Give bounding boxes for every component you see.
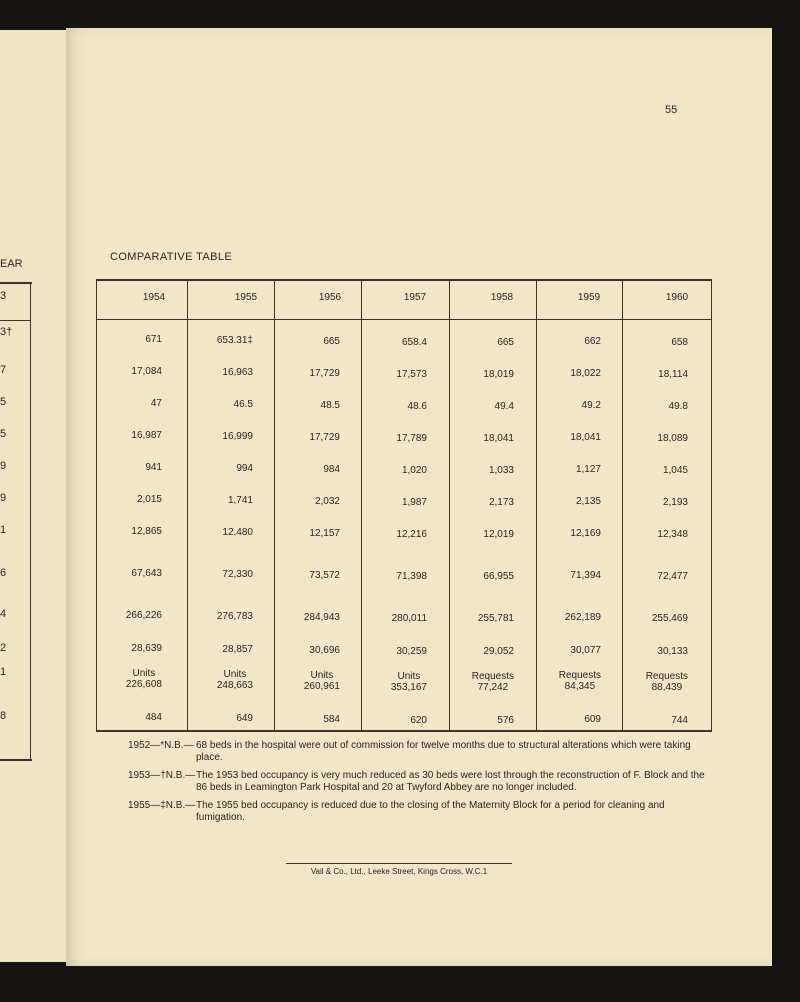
table-cell: 12,019 <box>483 529 514 540</box>
table-cell: 71,398 <box>396 571 427 582</box>
table-cell: Requests 84,345 <box>558 670 601 692</box>
table-cell: 12,216 <box>396 529 427 540</box>
table-cell: 662 <box>584 336 601 347</box>
table-cell: 18,022 <box>570 368 601 379</box>
left-row-fragment: 9 <box>0 492 7 504</box>
table-cell: 2,015 <box>136 494 162 505</box>
left-row-fragment: 5 <box>0 396 7 408</box>
table-cell: 16,987 <box>131 430 162 441</box>
footnote-1953 <box>128 770 708 794</box>
left-row-fragment: 2 <box>0 642 7 654</box>
table-cell: 1,987 <box>401 497 427 508</box>
year-header: 1954 <box>142 292 166 303</box>
left-row-fragment: 1 <box>0 666 7 678</box>
footnote-text: 68 beds in the hospital were out of commission for twelve months due to structural alterations which were taking place. <box>196 740 691 763</box>
table-cell: 17,789 <box>396 433 427 444</box>
table-cell: 266,226 <box>125 610 162 621</box>
table-cell: 284,943 <box>303 612 340 623</box>
table-cell: 17,729 <box>309 368 340 379</box>
left-bottom-rule <box>0 759 32 761</box>
table-cell: 18,041 <box>570 432 601 443</box>
table-cell: 46.5 <box>233 399 253 410</box>
table-cell: 30,696 <box>309 645 340 656</box>
year-header: 1957 <box>403 292 427 303</box>
table-cell: Requests 88,439 <box>645 671 688 693</box>
year-header: 1959 <box>577 292 601 303</box>
table-column-rule <box>187 280 188 731</box>
table-cell: 18,041 <box>483 433 514 444</box>
table-cell: 1,020 <box>401 465 427 476</box>
left-row-fragment: 8 <box>0 710 7 722</box>
table-cell: 2,032 <box>314 496 340 507</box>
document-page <box>66 28 772 966</box>
left-col-fragment: 3 <box>0 290 7 302</box>
table-cell: 28,639 <box>131 643 162 654</box>
table-cell: 16,963 <box>222 367 253 378</box>
year-header: 1960 <box>665 292 689 303</box>
table-cell: 1,045 <box>662 465 688 476</box>
page-number: 55 <box>665 104 678 116</box>
footnote-tag: 1953—†N.B.— <box>128 770 196 781</box>
table-cell: 12,169 <box>570 528 601 539</box>
table-cell: Units 260,961 <box>303 670 340 692</box>
table-cell: 48.5 <box>320 400 340 411</box>
table-cell: 649 <box>236 713 253 724</box>
table-cell: Units 353,167 <box>390 671 427 693</box>
table-cell: 484 <box>145 712 162 723</box>
year-header: 1958 <box>490 292 514 303</box>
table-cell: 30,133 <box>657 646 688 657</box>
table-cell: 984 <box>323 464 340 475</box>
table-cell: 49.2 <box>581 400 601 411</box>
table-cell: 12,348 <box>657 529 688 540</box>
table-cell: 18,114 <box>658 369 688 380</box>
table-cell: 262,189 <box>564 612 601 623</box>
table-cell: 12,157 <box>309 528 340 539</box>
table-column-rule <box>449 280 450 731</box>
table-cell: 255,469 <box>651 613 688 624</box>
footnote-text: The 1953 bed occupancy is very much reduced as 30 beds were lost through the reconstruction of F. Block and the 86 beds in Leamington Park Hospital and 20 at Twyford Abbey are no longer included. <box>196 770 705 793</box>
table-cell: 30,259 <box>396 646 427 657</box>
table-cell: 12,480 <box>222 527 253 538</box>
table-title: COMPARATIVE TABLE <box>110 251 233 263</box>
footnotes <box>128 740 708 830</box>
table-cell: 1,033 <box>488 465 514 476</box>
table-cell: 280,011 <box>391 613 427 624</box>
left-column-rule <box>30 282 31 760</box>
table-cell: 1,741 <box>227 495 253 506</box>
left-row-fragment: 4 <box>0 608 7 620</box>
table-cell: 658 <box>671 337 688 348</box>
table-cell: Units 226,608 <box>125 668 162 690</box>
table-cell: 48.6 <box>407 401 427 412</box>
footnote-tag: 1955—‡N.B.— <box>128 800 196 811</box>
table-cell: 17,084 <box>131 366 162 377</box>
printer-imprint: Vail & Co., Ltd., Leeke Street, Kings Cross, W.C.1 <box>286 863 512 876</box>
left-header-rule <box>0 320 30 321</box>
table-cell: 665 <box>323 336 340 347</box>
table-cell: 653.31‡ <box>216 335 253 346</box>
table-cell: 1,127 <box>575 464 601 475</box>
table-cell: 2,173 <box>488 497 514 508</box>
table-cell: 16,999 <box>222 431 253 442</box>
table-cell: Requests 77,242 <box>471 671 514 693</box>
table-cell: 49.4 <box>494 401 514 412</box>
table-cell: 17,573 <box>396 369 427 380</box>
year-header: 1955 <box>234 292 258 303</box>
left-row-fragment: 7 <box>0 364 7 376</box>
table-cell: 18,089 <box>657 433 688 444</box>
table-cell: 72,330 <box>222 569 253 580</box>
table-cell: 30,077 <box>570 645 601 656</box>
table-edge-rule <box>96 280 97 731</box>
left-row-fragment: 5 <box>0 428 7 440</box>
table-cell: 941 <box>145 462 162 473</box>
table-cell: 584 <box>323 714 340 725</box>
left-row-fragment: 1 <box>0 524 7 536</box>
left-top-rule <box>0 282 32 284</box>
table-cell: 255,781 <box>477 613 514 624</box>
table-column-rule <box>274 280 275 731</box>
footnote-tag: 1952—*N.B.— <box>128 740 194 751</box>
table-cell: 18,019 <box>483 369 514 380</box>
table-cell: 665 <box>497 337 514 348</box>
left-page-edge <box>0 30 67 962</box>
left-heading-fragment: EAR <box>0 258 23 270</box>
table-cell: Units 248,663 <box>216 669 253 691</box>
table-cell: 744 <box>671 715 688 726</box>
table-cell: 576 <box>497 715 514 726</box>
table-cell: 66,955 <box>483 571 514 582</box>
table-cell: 671 <box>145 334 162 345</box>
left-row-fragment: 6 <box>0 567 7 579</box>
table-cell: 71,394 <box>570 570 601 581</box>
table-header-rule <box>96 319 712 320</box>
table-cell: 276,783 <box>216 611 253 622</box>
table-cell: 2,135 <box>575 496 601 507</box>
table-cell: 12,865 <box>131 526 162 537</box>
table-cell: 73,572 <box>309 570 340 581</box>
footnote-1952 <box>128 740 708 764</box>
table-cell: 47 <box>150 398 162 409</box>
table-cell: 17,729 <box>309 432 340 443</box>
table-cell: 72,477 <box>657 571 688 582</box>
table-column-rule <box>361 280 362 731</box>
table-top-rule <box>96 279 712 281</box>
table-column-rule <box>622 280 623 731</box>
table-cell: 609 <box>584 714 601 725</box>
table-edge-rule <box>711 280 712 731</box>
table-cell: 29,052 <box>483 646 514 657</box>
table-cell: 2,193 <box>662 497 688 508</box>
table-bottom-rule <box>96 730 712 732</box>
footnote-1955 <box>128 800 708 824</box>
table-cell: 620 <box>410 715 427 726</box>
table-column-rule <box>536 280 537 731</box>
table-cell: 49.8 <box>668 401 688 412</box>
table-cell: 658.4 <box>401 337 427 348</box>
table-cell: 28,857 <box>222 644 253 655</box>
year-header: 1956 <box>318 292 342 303</box>
table-cell: 994 <box>236 463 253 474</box>
left-row-fragment: 9 <box>0 460 7 472</box>
footnote-text: The 1955 bed occupancy is reduced due to the closing of the Maternity Block for a period for cleaning and fumigation. <box>196 800 665 823</box>
table-cell: 67,643 <box>131 568 162 579</box>
left-row-fragment: 3† <box>0 326 13 338</box>
